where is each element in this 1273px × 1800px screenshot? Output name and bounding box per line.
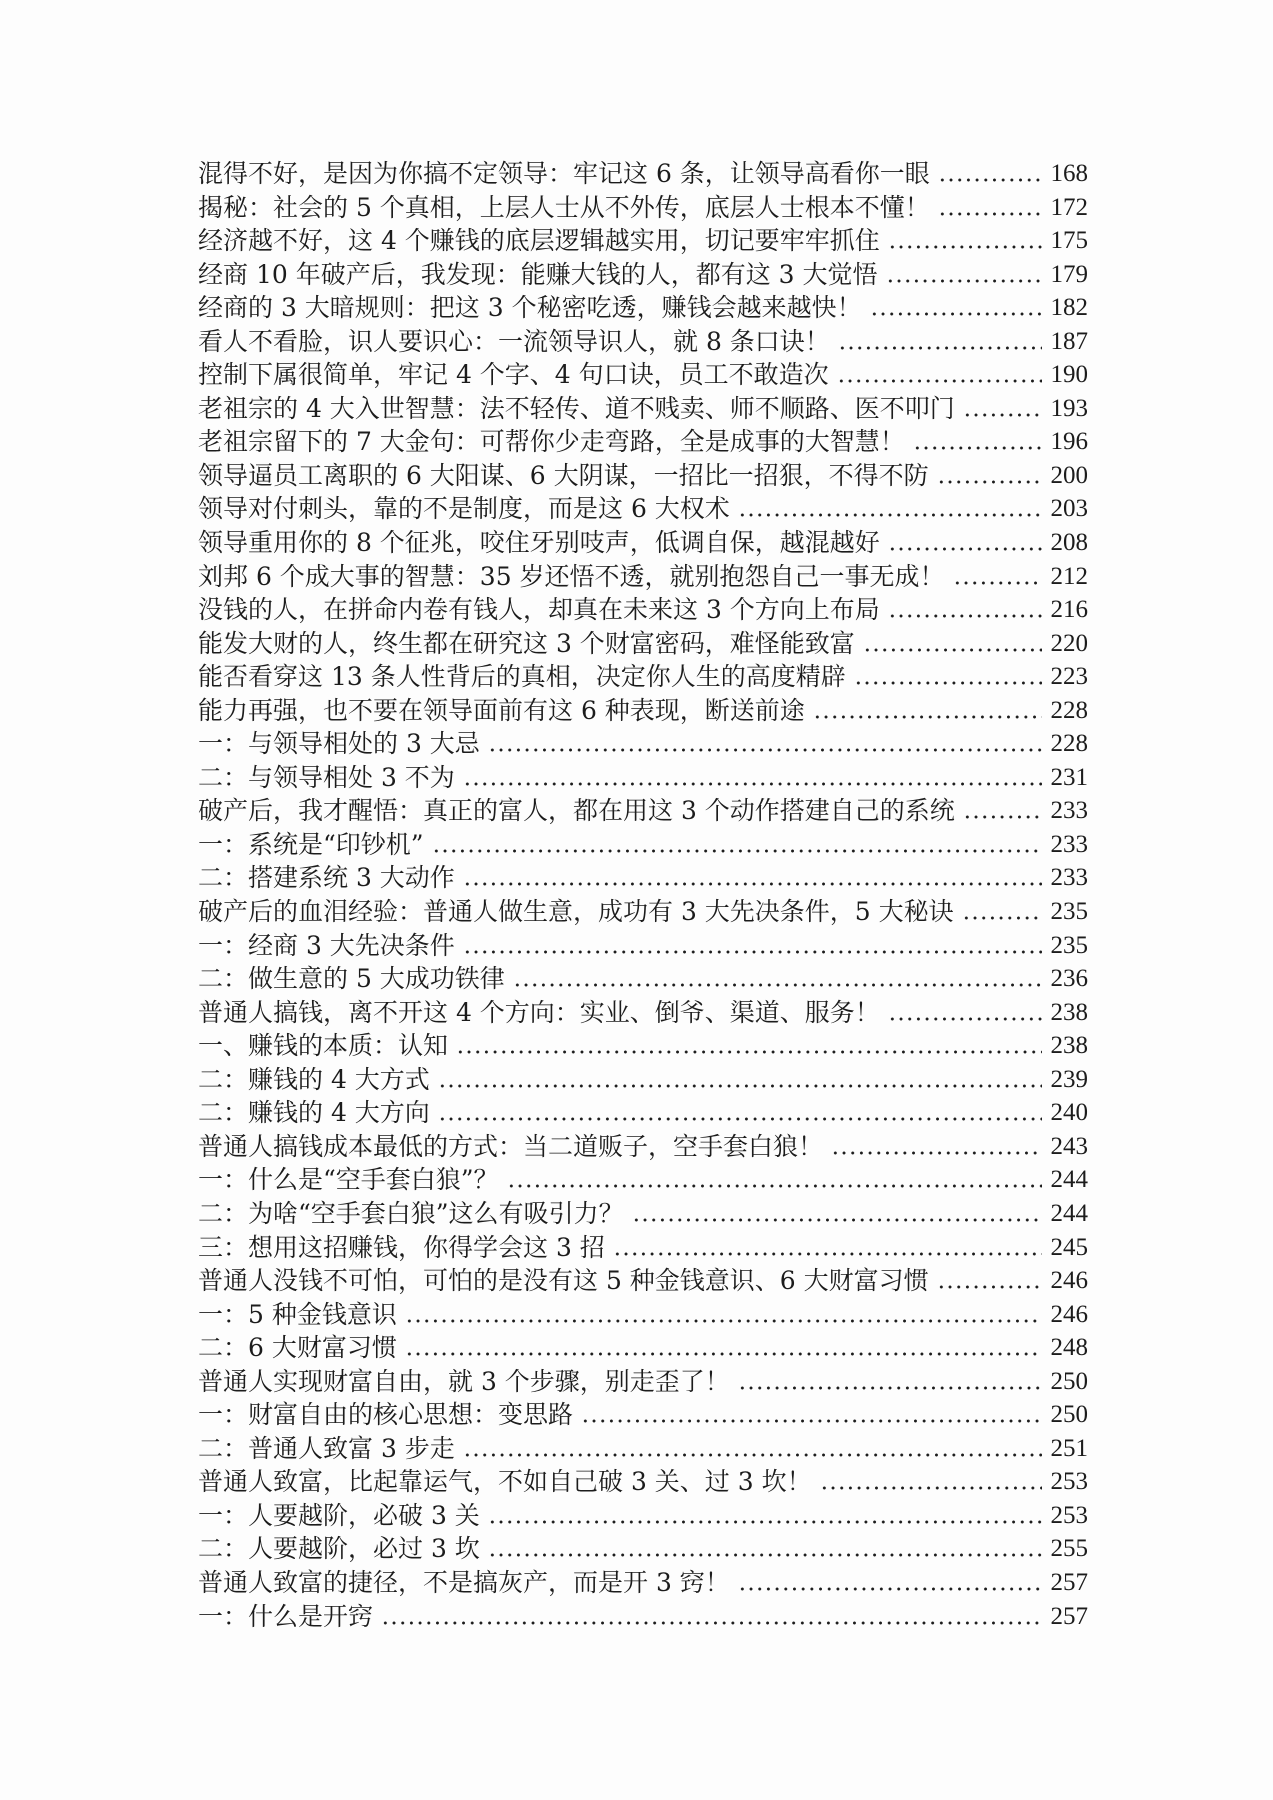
dot-leader xyxy=(486,727,1042,761)
toc-entry-title: 二：为啥“空手套白狼”这么有吸引力？ xyxy=(198,1198,624,1228)
toc-entry xyxy=(198,224,1088,258)
toc-entry-page-number: 243 xyxy=(1050,1132,1088,1160)
toc-entry-title: 老祖宗留下的 7 大金句：可帮你少走弯路，全是成事的大智慧！ xyxy=(198,427,905,457)
toc-entry-title: 没钱的人，在拼命内卷有钱人，却真在未来这 3 个方向上布局 xyxy=(198,595,880,625)
dot-leader xyxy=(461,861,1042,895)
toc-entry xyxy=(198,1465,1088,1499)
dot-leader xyxy=(936,191,1042,225)
toc-entry-page-number: 240 xyxy=(1050,1099,1088,1127)
toc-entry-page-number: 212 xyxy=(1050,562,1088,590)
dot-leader xyxy=(436,1063,1042,1097)
dot-leader xyxy=(818,1465,1042,1499)
dot-leader xyxy=(836,325,1042,359)
toc-entry-page-number: 208 xyxy=(1050,529,1088,557)
toc-entry xyxy=(198,962,1088,996)
toc-entry-title: 二：普通人致富 3 步走 xyxy=(198,1433,455,1463)
dot-leader xyxy=(861,627,1042,661)
toc-entry-page-number: 196 xyxy=(1050,428,1088,456)
dot-leader xyxy=(736,1566,1042,1600)
toc-entry-title: 揭秘：社会的 5 个真相，上层人士从不外传，底层人士根本不懂！ xyxy=(198,192,930,222)
toc-entry-title: 控制下属很简单，牢记 4 个字、4 句口诀，员工不敢造次 xyxy=(198,360,829,390)
toc-entry xyxy=(198,727,1088,761)
toc-entry-page-number: 246 xyxy=(1050,1267,1088,1295)
toc-entry xyxy=(198,1398,1088,1432)
toc-entry xyxy=(198,593,1088,627)
toc-entry-page-number: 193 xyxy=(1050,394,1088,422)
toc-entry-title: 普通人搞钱，离不开这 4 个方向：实业、倒爷、渠道、服务！ xyxy=(198,997,880,1027)
toc-entry-page-number: 172 xyxy=(1050,193,1088,221)
toc-entry xyxy=(198,1600,1088,1634)
toc-entry-title: 普通人实现财富自由，就 3 个步骤，别走歪了！ xyxy=(198,1366,730,1396)
toc-entry-page-number: 231 xyxy=(1050,763,1088,791)
toc-entry-title: 一：系统是“印钞机” xyxy=(198,829,424,859)
toc-entry xyxy=(198,157,1088,191)
toc-entry xyxy=(198,1365,1088,1399)
toc-entry-title: 领导重用你的 8 个征兆，咬住牙别吱声，低调自保，越混越好 xyxy=(198,528,880,558)
toc-entry-page-number: 235 xyxy=(1050,898,1088,926)
toc-entry xyxy=(198,325,1088,359)
dot-leader xyxy=(886,526,1042,560)
dot-leader xyxy=(935,1264,1042,1298)
toc-entry-title: 普通人搞钱成本最低的方式：当二道贩子，空手套白狼！ xyxy=(198,1131,824,1161)
dot-leader xyxy=(630,1197,1042,1231)
toc-entry-title: 老祖宗的 4 大入世智慧：法不轻传、道不贱卖、师不顺路、医不叩门 xyxy=(198,393,955,423)
dot-leader xyxy=(403,1298,1042,1332)
dot-leader xyxy=(379,1600,1042,1634)
toc-entry-page-number: 257 xyxy=(1050,1568,1088,1596)
toc-entry xyxy=(198,358,1088,392)
toc-entry-title: 刘邦 6 个成大事的智慧：35 岁还悟不透，就别抱怨自己一事无成！ xyxy=(198,561,945,591)
toc-entry-title: 一：与领导相处的 3 大忌 xyxy=(198,729,480,759)
toc-entry-page-number: 248 xyxy=(1050,1334,1088,1362)
dot-leader xyxy=(811,694,1042,728)
toc-entry-page-number: 223 xyxy=(1050,663,1088,691)
dot-leader xyxy=(736,1365,1042,1399)
toc-entry-title: 二：搭建系统 3 大动作 xyxy=(198,863,455,893)
toc-entry xyxy=(198,1499,1088,1533)
toc-entry-title: 二：人要越阶，必过 3 坎 xyxy=(198,1534,480,1564)
dot-leader xyxy=(461,761,1042,795)
dot-leader xyxy=(936,157,1042,191)
toc-entry-page-number: 182 xyxy=(1050,294,1088,322)
toc-entry xyxy=(198,191,1088,225)
toc-entry xyxy=(198,1163,1088,1197)
toc-entry-title: 经商的 3 大暗规则：把这 3 个秘密吃透，赚钱会越来越快！ xyxy=(198,293,862,323)
toc-entry-page-number: 239 xyxy=(1050,1065,1088,1093)
toc-entry-title: 二：赚钱的 4 大方向 xyxy=(198,1098,430,1128)
toc-entry-title: 一：什么是“空手套白狼”？ xyxy=(198,1165,499,1195)
dot-leader xyxy=(403,1331,1042,1365)
dot-leader xyxy=(454,1029,1042,1063)
dot-leader xyxy=(886,593,1042,627)
toc-entry-page-number: 236 xyxy=(1050,965,1088,993)
dot-leader xyxy=(486,1499,1042,1533)
toc-entry xyxy=(198,1029,1088,1063)
toc-entry-title: 二：赚钱的 4 大方式 xyxy=(198,1064,430,1094)
toc-entry-page-number: 179 xyxy=(1050,260,1088,288)
toc-entry-title: 破产后，我才醒悟：真正的富人，都在用这 3 个动作搭建自己的系统 xyxy=(198,796,955,826)
toc-entry xyxy=(198,258,1088,292)
toc-entry-page-number: 228 xyxy=(1050,730,1088,758)
dot-leader xyxy=(835,358,1042,392)
toc-entry xyxy=(198,1331,1088,1365)
dot-leader xyxy=(430,828,1042,862)
dot-leader xyxy=(868,291,1042,325)
dot-leader xyxy=(461,1432,1042,1466)
table-of-contents xyxy=(198,157,1088,1633)
dot-leader xyxy=(961,392,1042,426)
toc-entry xyxy=(198,1130,1088,1164)
dot-leader xyxy=(486,1532,1042,1566)
toc-entry-title: 一：人要越阶，必破 3 关 xyxy=(198,1500,480,1530)
toc-entry-page-number: 233 xyxy=(1050,797,1088,825)
toc-entry xyxy=(198,929,1088,963)
dot-leader xyxy=(911,425,1042,459)
dot-leader xyxy=(852,660,1042,694)
toc-entry-page-number: 228 xyxy=(1050,696,1088,724)
toc-entry xyxy=(198,828,1088,862)
toc-entry-title: 一：5 种金钱意识 xyxy=(198,1299,397,1329)
toc-entry-page-number: 216 xyxy=(1050,596,1088,624)
toc-entry-title: 一：财富自由的核心思想：变思路 xyxy=(198,1400,574,1430)
toc-entry-page-number: 250 xyxy=(1050,1401,1088,1429)
toc-entry-title: 领导逼员工离职的 6 大阳谋、6 大阴谋，一招比一招狠，不得不防 xyxy=(198,460,929,490)
toc-entry-title: 能否看穿这 13 条人性背后的真相，决定你人生的高度精辟 xyxy=(198,662,846,692)
toc-entry-title: 普通人没钱不可怕，可怕的是没有这 5 种金钱意识、6 大财富习惯 xyxy=(198,1266,929,1296)
toc-entry-page-number: 235 xyxy=(1050,931,1088,959)
toc-entry-page-number: 255 xyxy=(1050,1535,1088,1563)
toc-entry-page-number: 168 xyxy=(1050,160,1088,187)
toc-entry-title: 经济越不好，这 4 个赚钱的底层逻辑越实用，切记要牢牢抓住 xyxy=(198,226,880,256)
toc-entry-page-number: 257 xyxy=(1050,1602,1088,1630)
dot-leader xyxy=(960,895,1042,929)
toc-entry-page-number: 253 xyxy=(1050,1468,1088,1496)
toc-entry-page-number: 244 xyxy=(1050,1166,1088,1194)
toc-entry-page-number: 187 xyxy=(1050,327,1088,355)
toc-entry-page-number: 203 xyxy=(1050,495,1088,523)
toc-entry xyxy=(198,794,1088,828)
toc-entry-title: 普通人致富的捷径，不是搞灰产，而是开 3 窍！ xyxy=(198,1567,730,1597)
toc-entry-page-number: 233 xyxy=(1050,864,1088,892)
toc-entry xyxy=(198,861,1088,895)
toc-entry-title: 一：什么是开窍 xyxy=(198,1601,374,1631)
dot-leader xyxy=(886,224,1042,258)
toc-entry xyxy=(198,895,1088,929)
toc-entry xyxy=(198,526,1088,560)
toc-entry xyxy=(198,560,1088,594)
toc-entry xyxy=(198,291,1088,325)
toc-entry-page-number: 245 xyxy=(1050,1233,1088,1261)
toc-entry-page-number: 238 xyxy=(1050,1032,1088,1060)
dot-leader xyxy=(461,929,1042,963)
dot-leader xyxy=(884,258,1042,292)
dot-leader xyxy=(611,1231,1042,1265)
toc-entry xyxy=(198,1298,1088,1332)
toc-entry xyxy=(198,1096,1088,1130)
dot-leader xyxy=(511,962,1042,996)
toc-entry-title: 能力再强，也不要在领导面前有这 6 种表现，断送前途 xyxy=(198,695,805,725)
toc-entry xyxy=(198,1231,1088,1265)
toc-entry-title: 二：6 大财富习惯 xyxy=(198,1333,397,1363)
toc-entry-title: 破产后的血泪经验：普通人做生意，成功有 3 大先决条件，5 大秘诀 xyxy=(198,897,954,927)
toc-entry-title: 经商 10 年破产后，我发现：能赚大钱的人，都有这 3 大觉悟 xyxy=(198,259,878,289)
toc-entry-title: 一、赚钱的本质：认知 xyxy=(198,1031,449,1061)
toc-entry xyxy=(198,392,1088,426)
toc-entry-page-number: 200 xyxy=(1050,461,1088,489)
toc-entry-title: 二：与领导相处 3 不为 xyxy=(198,762,455,792)
toc-entry-page-number: 251 xyxy=(1050,1434,1088,1462)
toc-entry-title: 看人不看脸，识人要识心：一流领导识人，就 8 条口诀！ xyxy=(198,326,830,356)
toc-entry xyxy=(198,694,1088,728)
toc-entry xyxy=(198,627,1088,661)
toc-entry-page-number: 250 xyxy=(1050,1367,1088,1395)
toc-entry xyxy=(198,1197,1088,1231)
toc-entry xyxy=(198,492,1088,526)
dot-leader xyxy=(579,1398,1042,1432)
toc-entry-title: 一：经商 3 大先决条件 xyxy=(198,930,455,960)
toc-entry xyxy=(198,660,1088,694)
dot-leader xyxy=(436,1096,1042,1130)
toc-entry-page-number: 253 xyxy=(1050,1501,1088,1529)
toc-entry-title: 领导对付刺头，靠的不是制度，而是这 6 大权术 xyxy=(198,494,730,524)
toc-entry xyxy=(198,1063,1088,1097)
dot-leader xyxy=(505,1163,1042,1197)
toc-entry-title: 三：想用这招赚钱，你得学会这 3 招 xyxy=(198,1232,605,1262)
toc-entry-page-number: 244 xyxy=(1050,1199,1088,1227)
toc-entry xyxy=(198,1566,1088,1600)
dot-leader xyxy=(886,996,1042,1030)
toc-entry-title: 混得不好，是因为你搞不定领导：牢记这 6 条，让领导高看你一眼 xyxy=(198,159,930,188)
toc-entry xyxy=(198,996,1088,1030)
toc-entry-title: 能发大财的人，终生都在研究这 3 个财富密码，难怪能致富 xyxy=(198,628,855,658)
toc-entry xyxy=(198,1532,1088,1566)
dot-leader xyxy=(736,492,1042,526)
toc-entry-title: 二：做生意的 5 大成功铁律 xyxy=(198,964,505,994)
dot-leader xyxy=(951,560,1042,594)
dot-leader xyxy=(829,1130,1042,1164)
dot-leader xyxy=(961,794,1042,828)
toc-entry xyxy=(198,761,1088,795)
toc-entry-page-number: 233 xyxy=(1050,830,1088,858)
toc-entry-page-number: 246 xyxy=(1050,1300,1088,1328)
toc-entry-page-number: 238 xyxy=(1050,998,1088,1026)
toc-entry-title: 普通人致富，比起靠运气，不如自己破 3 关、过 3 坎！ xyxy=(198,1467,812,1497)
toc-entry xyxy=(198,1264,1088,1298)
toc-entry-page-number: 190 xyxy=(1050,361,1088,389)
toc-entry xyxy=(198,459,1088,493)
toc-entry xyxy=(198,425,1088,459)
toc-entry-page-number: 220 xyxy=(1050,629,1088,657)
dot-leader xyxy=(935,459,1042,493)
toc-entry-page-number: 175 xyxy=(1050,227,1088,255)
toc-entry xyxy=(198,1432,1088,1466)
